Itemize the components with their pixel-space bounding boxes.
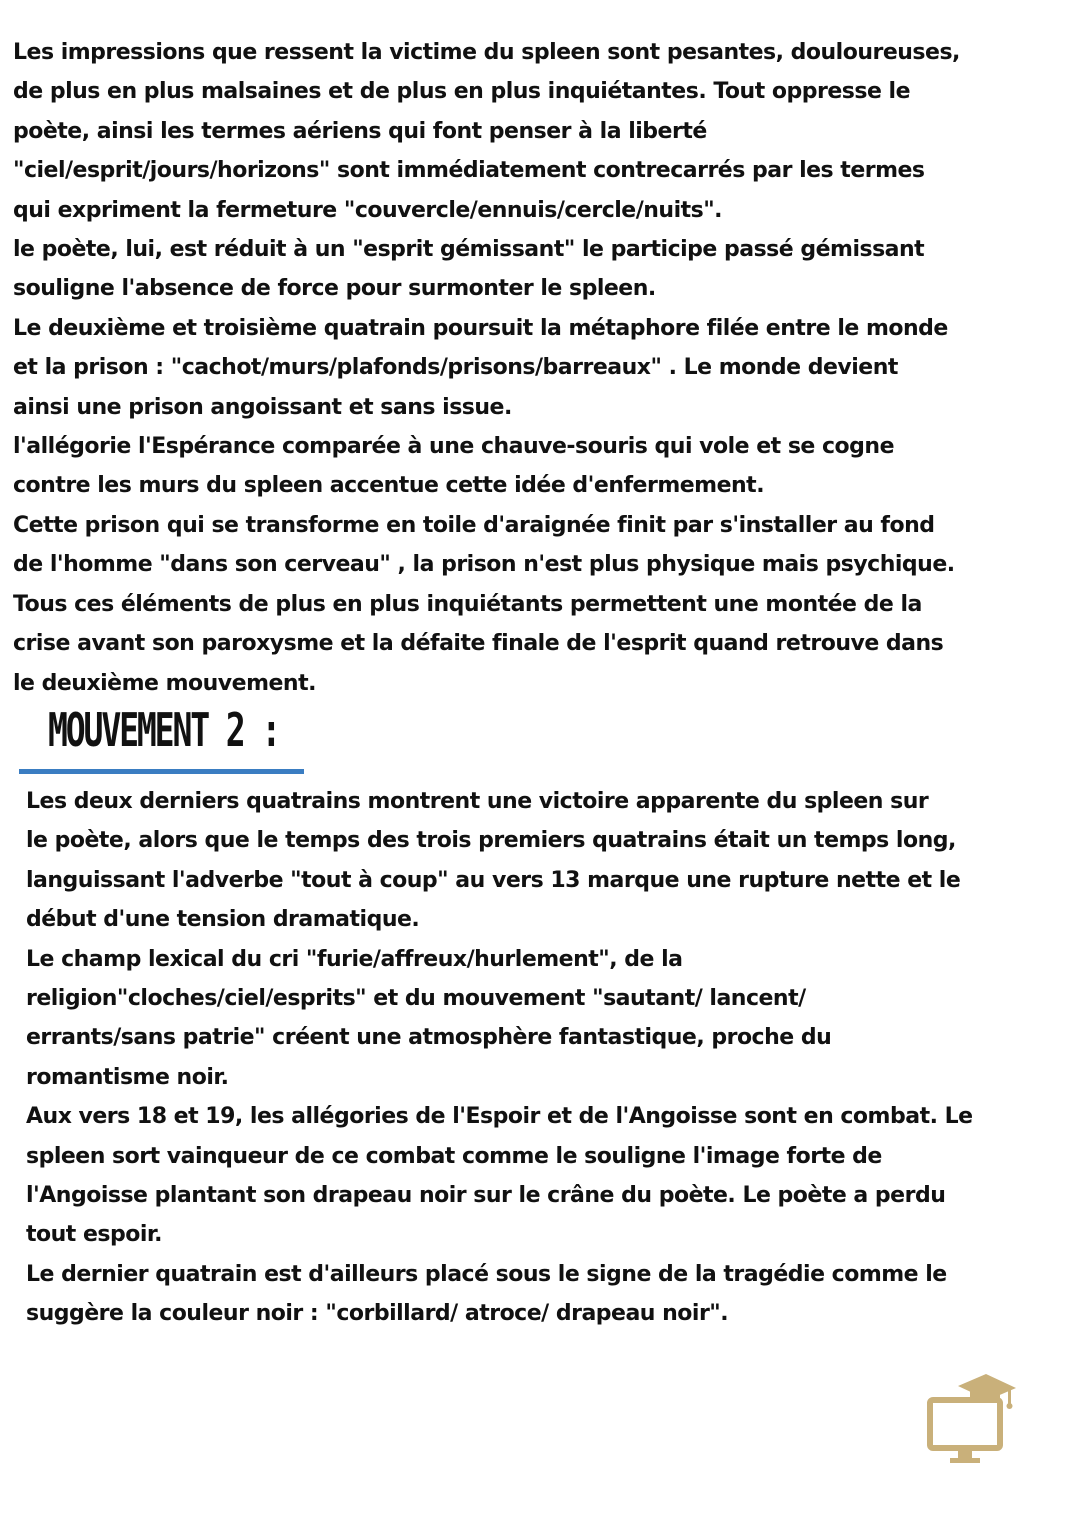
text-line: le poète, alors que le temps des trois premiers quatrains était un temps long, bbox=[26, 828, 956, 854]
text-line: souligne l'absence de force pour surmonter le spleen. bbox=[13, 276, 656, 302]
text-line: de plus en plus malsaines et de plus en plus inquiétantes. Tout oppresse le bbox=[13, 79, 910, 105]
text-line: début d'une tension dramatique. bbox=[26, 907, 420, 933]
text-line: "ciel/esprit/jours/horizons" sont immédiatement contrecarrés par les termes bbox=[13, 158, 925, 184]
text-line: contre les murs du spleen accentue cette idée d'enfermement. bbox=[13, 473, 765, 499]
text-line: qui expriment la fermeture "couvercle/ennuis/cercle/nuits". bbox=[13, 197, 723, 223]
text-line: errants/sans patrie" créent une atmosphère fantastique, proche du bbox=[26, 1025, 832, 1051]
text-line: et la prison : "cachot/murs/plafonds/prisons/barreaux" . Le monde devient bbox=[13, 355, 898, 381]
monitor-graduation-cap-icon bbox=[920, 1370, 1020, 1470]
text-line: ainsi une prison angoissant et sans issue. bbox=[13, 394, 512, 420]
text-line: l'allégorie l'Espérance comparée à une chauve-souris qui vole et se cogne bbox=[13, 434, 895, 460]
text-line: Aux vers 18 et 19, les allégories de l'Espoir et de l'Angoisse sont en combat. Le bbox=[26, 1104, 973, 1130]
text-line: suggère la couleur noir : "corbillard/ atroce/ drapeau noir". bbox=[26, 1301, 729, 1327]
text-line: Les impressions que ressent la victime du spleen sont pesantes, douloureuses, bbox=[13, 40, 960, 65]
text-line: Le champ lexical du cri "furie/affreux/hurlement", de la bbox=[26, 946, 683, 972]
text-line: crise avant son paroxysme et la défaite finale de l'esprit quand retrouve dans bbox=[13, 631, 944, 657]
heading-underline bbox=[19, 769, 304, 774]
text-line: spleen sort vainqueur de ce combat comme le souligne l'image forte de bbox=[26, 1143, 882, 1169]
text-line: tout espoir. bbox=[26, 1222, 162, 1248]
text-line: poète, ainsi les termes aériens qui font penser à la liberté bbox=[13, 118, 707, 144]
text-line: Cette prison qui se transforme en toile d'araignée finit par s'installer au fond bbox=[13, 512, 935, 538]
text-line: religion"cloches/ciel/esprits" et du mouvement "sautant/ lancent/ bbox=[26, 986, 806, 1012]
text-line: languissant l'adverbe "tout à coup" au vers 13 marque une rupture nette et le bbox=[26, 867, 961, 893]
text-line: le poète, lui, est réduit à un "esprit gémissant" le participe passé gémissant bbox=[13, 237, 925, 263]
text-line: Les deux derniers quatrains montrent une victoire apparente du spleen sur bbox=[26, 789, 929, 814]
text-line: de l'homme "dans son cerveau" , la prison n'est plus physique mais psychique. bbox=[13, 552, 955, 578]
text-block-movement-1 bbox=[13, 33, 1063, 703]
text-line: l'Angoisse plantant son drapeau noir sur le crâne du poète. Le poète a perdu bbox=[26, 1183, 946, 1209]
text-line: Le dernier quatrain est d'ailleurs placé sous le signe de la tragédie comme le bbox=[26, 1261, 947, 1287]
text-line: Le deuxième et troisième quatrain poursuit la métaphore filée entre le monde bbox=[13, 315, 948, 341]
section-heading: MOUVEMENT 2 : bbox=[48, 703, 280, 757]
text-line: le deuxième mouvement. bbox=[13, 670, 316, 696]
text-line: Tous ces éléments de plus en plus inquiétants permettent une montée de la bbox=[13, 591, 922, 617]
text-line: romantisme noir. bbox=[26, 1064, 229, 1090]
text-block-movement-2 bbox=[26, 782, 1066, 1334]
